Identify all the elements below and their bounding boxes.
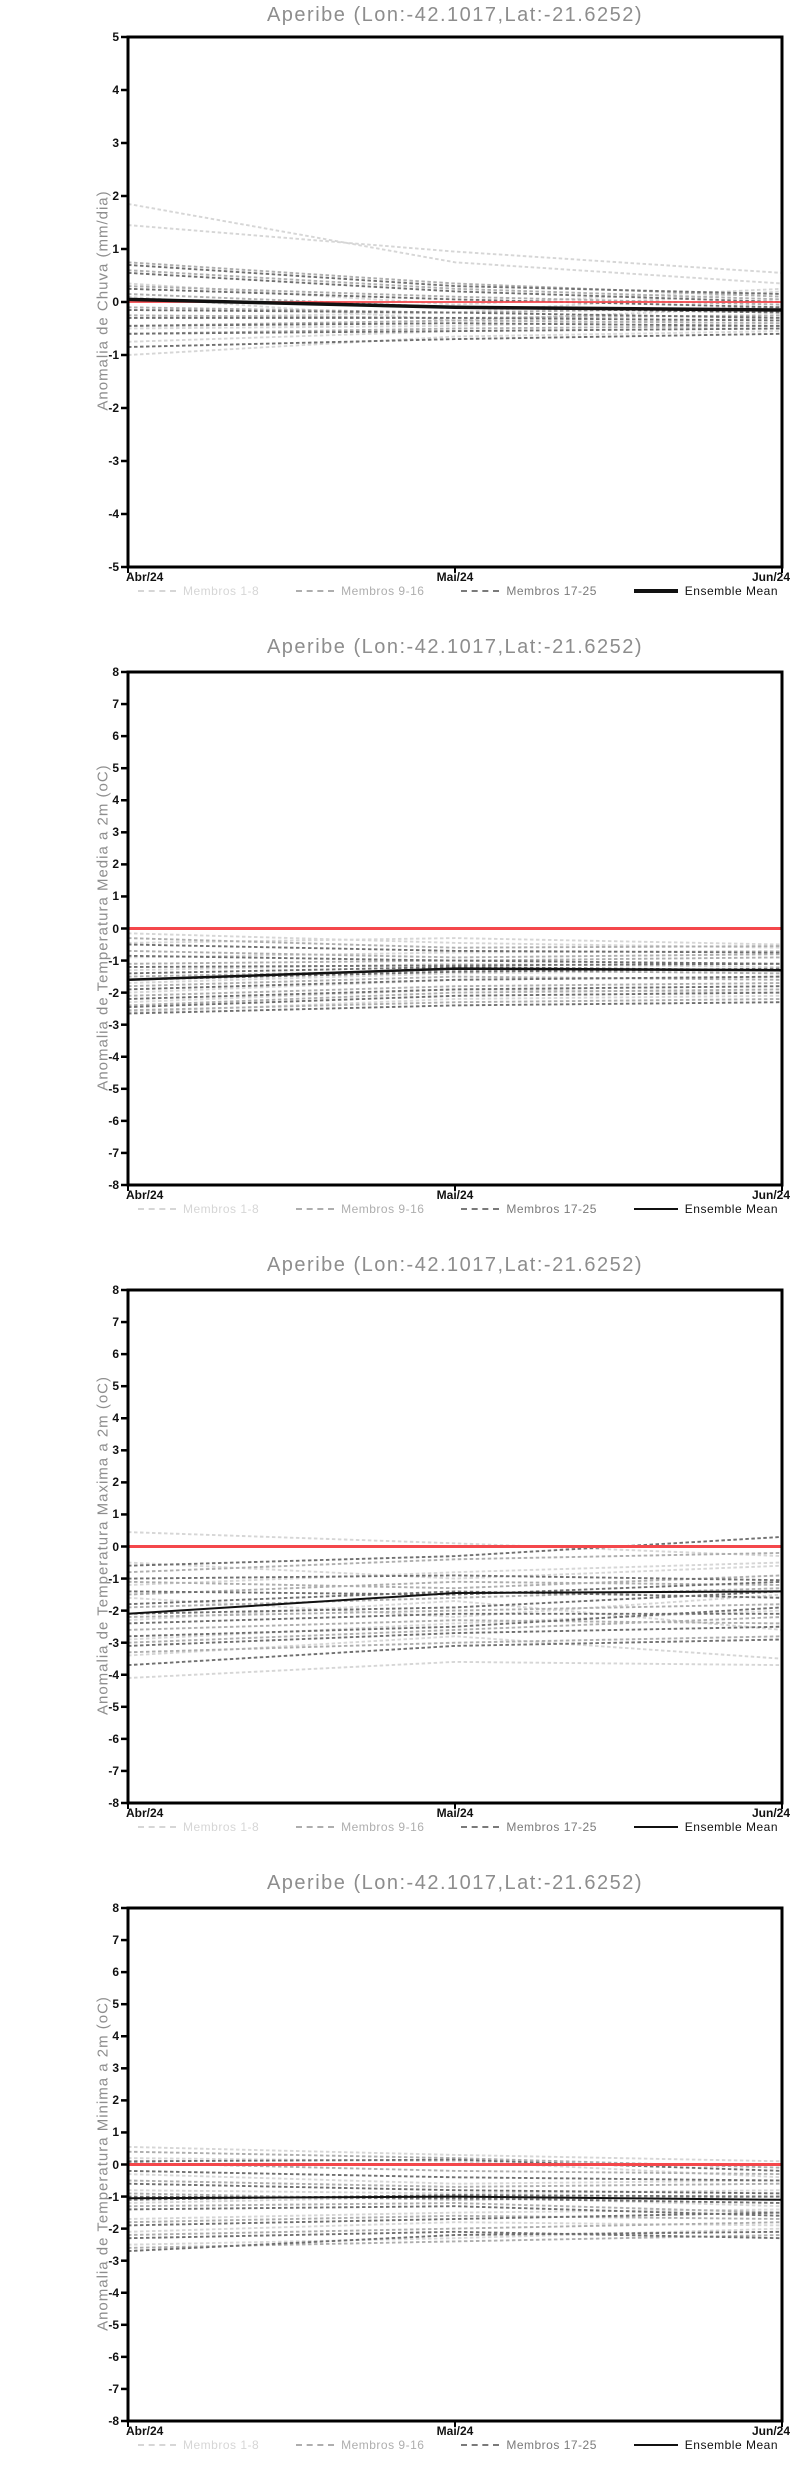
y-tick-label: 8 xyxy=(112,665,119,679)
y-tick-label: -2 xyxy=(108,2221,119,2236)
legend-dashed-line-swatch xyxy=(461,1826,499,1828)
legend-item-2 xyxy=(461,1202,597,1216)
y-tick-label: 1 xyxy=(112,1507,119,1522)
y-axis-label: Anomalia de Temperatura Maxima a 2m (oC) xyxy=(94,1375,112,1715)
legend-item-3 xyxy=(634,584,778,598)
y-tick-label: -1 xyxy=(108,348,119,362)
legend xyxy=(138,1202,778,1216)
legend-item-2 xyxy=(461,1820,597,1834)
y-tick-label: -4 xyxy=(108,1049,119,1064)
legend-label: Ensemble Mean xyxy=(684,584,778,598)
y-tick-label: -7 xyxy=(108,1145,119,1160)
legend-dashed-line-swatch xyxy=(138,1208,176,1210)
ensemble-member-line xyxy=(128,270,782,299)
y-tick-label: -4 xyxy=(108,507,119,521)
y-tick-label: 3 xyxy=(112,2061,119,2076)
chart-panel-temp-media xyxy=(0,618,800,1236)
legend-item-1 xyxy=(296,2438,424,2452)
x-tick-label-abr: Abr/24 xyxy=(126,2424,164,2438)
y-tick-label: 4 xyxy=(112,2029,119,2044)
y-tick-label: -8 xyxy=(108,1178,119,1192)
legend-label: Ensemble Mean xyxy=(684,1820,778,1834)
y-tick-label: 8 xyxy=(112,1283,119,1297)
legend-label: Membros 9-16 xyxy=(341,1202,425,1216)
legend-label: Membros 17-25 xyxy=(506,1820,597,1834)
y-tick-label: 4 xyxy=(112,1411,119,1426)
y-axis-label: Anomalia de Chuva (mm/dia) xyxy=(94,190,112,411)
y-tick-label: -5 xyxy=(108,1081,119,1096)
legend-dashed-line-swatch xyxy=(461,2444,499,2446)
y-tick-label: -7 xyxy=(108,2381,119,2396)
y-tick-label: -6 xyxy=(108,1113,119,1128)
legend-item-1 xyxy=(296,584,424,598)
legend-item-0 xyxy=(138,584,259,598)
plot-area xyxy=(0,1236,800,1854)
legend-label: Membros 1-8 xyxy=(183,1820,260,1834)
y-tick-label: -6 xyxy=(108,1731,119,1746)
x-tick-label-mai: Mai/24 xyxy=(436,1188,474,1202)
x-tick-label-abr: Abr/24 xyxy=(126,1806,164,1820)
ensemble-member-line xyxy=(128,1604,782,1617)
x-tick-label-abr: Abr/24 xyxy=(126,1188,164,1202)
legend xyxy=(138,2438,778,2452)
legend-item-2 xyxy=(461,2438,597,2452)
y-tick-label: 3 xyxy=(112,825,119,840)
legend-label: Ensemble Mean xyxy=(684,2438,778,2452)
y-tick-label: 3 xyxy=(112,1443,119,1458)
y-tick-label: 4 xyxy=(112,793,119,808)
y-tick-label: 7 xyxy=(112,1933,119,1948)
legend-item-0 xyxy=(138,1202,259,1216)
y-tick-label: 2 xyxy=(112,857,119,872)
legend-solid-line-swatch xyxy=(634,2444,678,2446)
x-tick-label-mai: Mai/24 xyxy=(436,1806,474,1820)
ensemble-member-line xyxy=(128,2213,782,2226)
x-tick-label-jun: Jun/24 xyxy=(751,1188,790,1202)
legend-solid-line-swatch xyxy=(634,1826,678,1828)
legend-dashed-line-swatch xyxy=(296,590,334,592)
y-tick-label: -8 xyxy=(108,1796,119,1810)
y-tick-label: -2 xyxy=(108,1603,119,1618)
y-tick-label: 6 xyxy=(112,1965,119,1980)
ensemble-member-line xyxy=(128,1532,782,1556)
y-tick-label: -1 xyxy=(108,2189,119,2204)
legend-dashed-line-swatch xyxy=(296,1208,334,1210)
legend-item-0 xyxy=(138,2438,259,2452)
y-tick-label: 1 xyxy=(112,242,119,256)
legend-item-2 xyxy=(461,584,597,598)
y-tick-label: 1 xyxy=(112,2125,119,2140)
y-axis-label: Anomalia de Temperatura Media a 2m (oC) xyxy=(94,763,112,1091)
legend-label: Membros 1-8 xyxy=(183,584,260,598)
y-tick-label: -7 xyxy=(108,1763,119,1778)
ensemble-member-line xyxy=(128,225,782,273)
y-tick-label: -3 xyxy=(108,1635,119,1650)
plot-area xyxy=(0,618,800,1236)
member-lines-group-3 xyxy=(128,1537,782,1665)
y-tick-label: 5 xyxy=(112,1379,119,1394)
legend-dashed-line-swatch xyxy=(296,2444,334,2446)
ensemble-member-line xyxy=(128,2206,782,2216)
y-tick-label: -1 xyxy=(108,953,119,968)
y-tick-label: -3 xyxy=(108,454,119,468)
legend-dashed-line-swatch xyxy=(138,2444,176,2446)
y-tick-label: -1 xyxy=(108,1571,119,1586)
y-axis-label: Anomalia de Temperatura Minima a 2m (oC) xyxy=(94,1995,112,2331)
legend-solid-line-swatch xyxy=(634,1208,678,1210)
y-tick-label: 3 xyxy=(112,136,119,150)
y-tick-label: 2 xyxy=(112,189,119,203)
legend-label: Ensemble Mean xyxy=(684,1202,778,1216)
legend-item-0 xyxy=(138,1820,259,1834)
legend-dashed-line-swatch xyxy=(138,1826,176,1828)
ensemble-member-line xyxy=(128,2171,782,2181)
legend-dashed-line-swatch xyxy=(138,590,176,592)
legend xyxy=(138,584,778,598)
legend-item-1 xyxy=(296,1820,424,1834)
y-tick-label: 4 xyxy=(112,83,119,97)
legend-dashed-line-swatch xyxy=(461,1208,499,1210)
legend-item-3 xyxy=(634,1820,778,1834)
plot-area xyxy=(0,1854,800,2472)
y-tick-label: -4 xyxy=(108,1667,119,1682)
x-tick-label-abr: Abr/24 xyxy=(126,570,164,584)
legend-label: Membros 1-8 xyxy=(183,1202,260,1216)
x-tick-label-mai: Mai/24 xyxy=(436,570,474,584)
legend xyxy=(138,1820,778,1834)
y-tick-label: 6 xyxy=(112,1347,119,1362)
ensemble-member-line xyxy=(128,334,782,347)
y-tick-label: 5 xyxy=(112,1997,119,2012)
legend-item-3 xyxy=(634,2438,778,2452)
legend-label: Membros 9-16 xyxy=(341,2438,425,2452)
ensemble-member-line xyxy=(128,331,782,355)
y-tick-label: -6 xyxy=(108,2349,119,2364)
y-tick-label: 6 xyxy=(112,729,119,744)
y-tick-label: -3 xyxy=(108,1017,119,1032)
legend-label: Membros 1-8 xyxy=(183,2438,260,2452)
y-tick-label: 7 xyxy=(112,697,119,712)
y-tick-label: -8 xyxy=(108,2414,119,2428)
legend-label: Membros 9-16 xyxy=(341,584,425,598)
y-tick-label: 0 xyxy=(112,2157,119,2172)
y-tick-label: -5 xyxy=(108,560,119,574)
y-tick-label: 7 xyxy=(112,1315,119,1330)
y-tick-label: 2 xyxy=(112,1475,119,1490)
y-tick-label: 8 xyxy=(112,1901,119,1915)
y-tick-label: 1 xyxy=(112,889,119,904)
plot-area xyxy=(0,0,800,618)
x-tick-label-jun: Jun/24 xyxy=(751,2424,790,2438)
y-tick-label: 0 xyxy=(112,1539,119,1554)
y-tick-label: -3 xyxy=(108,2253,119,2268)
x-tick-label-jun: Jun/24 xyxy=(751,1806,790,1820)
y-tick-label: 0 xyxy=(112,921,119,936)
ensemble-member-line xyxy=(128,2209,782,2219)
ensemble-member-line xyxy=(128,1662,782,1678)
y-tick-label: -5 xyxy=(108,1699,119,1714)
y-tick-label: -2 xyxy=(108,401,119,415)
legend-label: Membros 17-25 xyxy=(506,1202,597,1216)
chart-panel-chuva xyxy=(0,0,800,618)
ensemble-member-line xyxy=(128,1620,782,1630)
legend-solid-line-swatch xyxy=(634,589,678,593)
y-tick-label: -2 xyxy=(108,985,119,1000)
y-tick-label: 2 xyxy=(112,2093,119,2108)
chart-title: Aperibe (Lon:-42.1017,Lat:-21.6252) xyxy=(266,4,644,26)
legend-label: Membros 9-16 xyxy=(341,1820,425,1834)
x-tick-label-mai: Mai/24 xyxy=(436,2424,474,2438)
y-tick-label: 5 xyxy=(112,761,119,776)
ensemble-member-line xyxy=(128,1537,782,1566)
chart-title: Aperibe (Lon:-42.1017,Lat:-21.6252) xyxy=(266,636,644,658)
y-tick-label: 5 xyxy=(112,30,119,44)
chart-panel-temp-maxima xyxy=(0,1236,800,1854)
legend-dashed-line-swatch xyxy=(461,590,499,592)
chart-title: Aperibe (Lon:-42.1017,Lat:-21.6252) xyxy=(266,1872,644,1894)
chart-title: Aperibe (Lon:-42.1017,Lat:-21.6252) xyxy=(266,1254,644,1276)
member-lines-group-2 xyxy=(128,1553,782,1652)
y-tick-label: -4 xyxy=(108,2285,119,2300)
legend-dashed-line-swatch xyxy=(296,1826,334,1828)
x-tick-label-jun: Jun/24 xyxy=(751,570,790,584)
y-tick-label: -5 xyxy=(108,2317,119,2332)
legend-item-3 xyxy=(634,1202,778,1216)
legend-label: Membros 17-25 xyxy=(506,2438,597,2452)
chart-panel-temp-minima xyxy=(0,1854,800,2472)
y-tick-label: 0 xyxy=(112,295,119,309)
legend-label: Membros 17-25 xyxy=(506,584,597,598)
legend-item-1 xyxy=(296,1202,424,1216)
